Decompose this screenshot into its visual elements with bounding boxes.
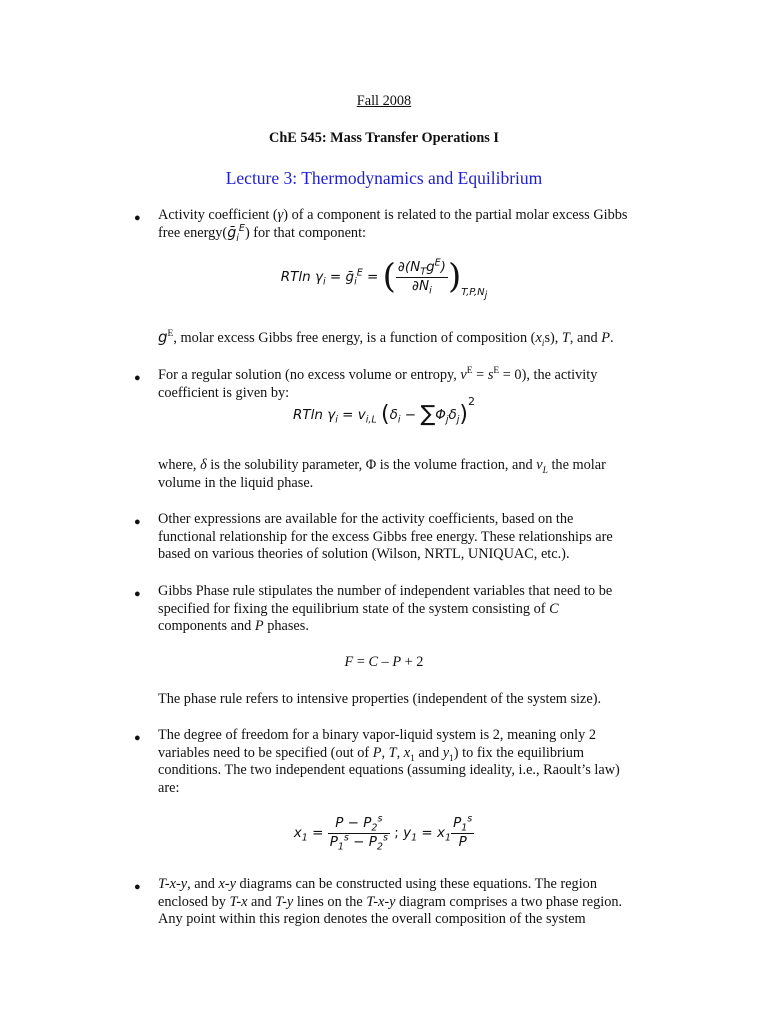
equation-regular-solution: RTln $\gamma_i = v_{i,L}$ $(\delta_i - \sum\Phi_j\delta_j)^2$ [292, 395, 476, 427]
bullet-icon: ● [134, 212, 141, 224]
paragraph-activity-coefficient: Activity coefficient (γ) of a component is related to the partial molar excess Gibbs free energy(ḡ$_i^E$) for that component: [158, 207, 628, 244]
solubility-note: where, δ is the solubility parameter, Φ is the volume fraction, and $v_L$ the molar volume in the liquid phase. [158, 457, 606, 491]
equation-phase-rule: F = C – P + 2 [344, 654, 424, 670]
paragraph-other-expressions: Other expressions are available for the activity coefficients, based on the functional relationship for the excess Gibbs free energy. These relationships are based on various theories of solution (Wilson, NRTL, UNIQUAC, etc.). [158, 511, 613, 563]
gibbs-note: $g^E$, molar excess Gibbs free energy, is a function of composition $(x_is)$, T, and P. [158, 328, 614, 349]
bullet-icon: ● [134, 588, 141, 600]
paragraph-txy-diagrams: T-x-y, and x-y diagrams can be constructed using these equations. The region enclosed by T-x and T-y lines on the T-x-y diagram comprises a two phase region. Any point within this region denotes the overall composition of the system [158, 876, 623, 928]
bullet-icon: ● [134, 881, 141, 893]
term-heading: Fall 2008 [356, 93, 412, 109]
equation-activity-gibbs: RTln $\gamma_i$ = ḡ$_i^E$ = ( $\frac{\partial(N_Tg^E)}{\partial N_i}$ )$_{T,P,N_j}$ [280, 256, 488, 302]
bullet-icon: ● [134, 732, 141, 744]
lecture-title: Lecture 3: Thermodynamics and Equilibrium [225, 168, 543, 188]
bullet-icon: ● [134, 372, 141, 384]
equation-raoult: $x_1$ = $\frac{P - P_2^s}{P_1^s - P_2^s}$ ; $y_1 = x_1$ $\frac{P_1^s}{P}$ [293, 813, 473, 853]
bullet-icon: ● [134, 516, 141, 528]
phase-rule-note: The phase rule refers to intensive properties (independent of the system size). [158, 691, 602, 707]
paragraph-phase-rule: Gibbs Phase rule stipulates the number of independent variables that need to be specified for fixing the equilibrium state of the system consisting of C components and P phases. [158, 583, 613, 635]
paragraph-regular-solution: For a regular solution (no excess volume or entropy, $v^E = s^E = 0$), the activity coefficient is given by: [158, 366, 598, 401]
course-title: ChE 545: Mass Transfer Operations I [269, 130, 499, 146]
paragraph-degree-of-freedom: The degree of freedom for a binary vapor-liquid system is 2, meaning only 2 variables need to be specified (out of P, T, $x_1$ and $y_1$) to fix the equilibrium conditions. The two independent equations (assuming ideality, i.e., Raoult’s law) are: [158, 727, 620, 796]
